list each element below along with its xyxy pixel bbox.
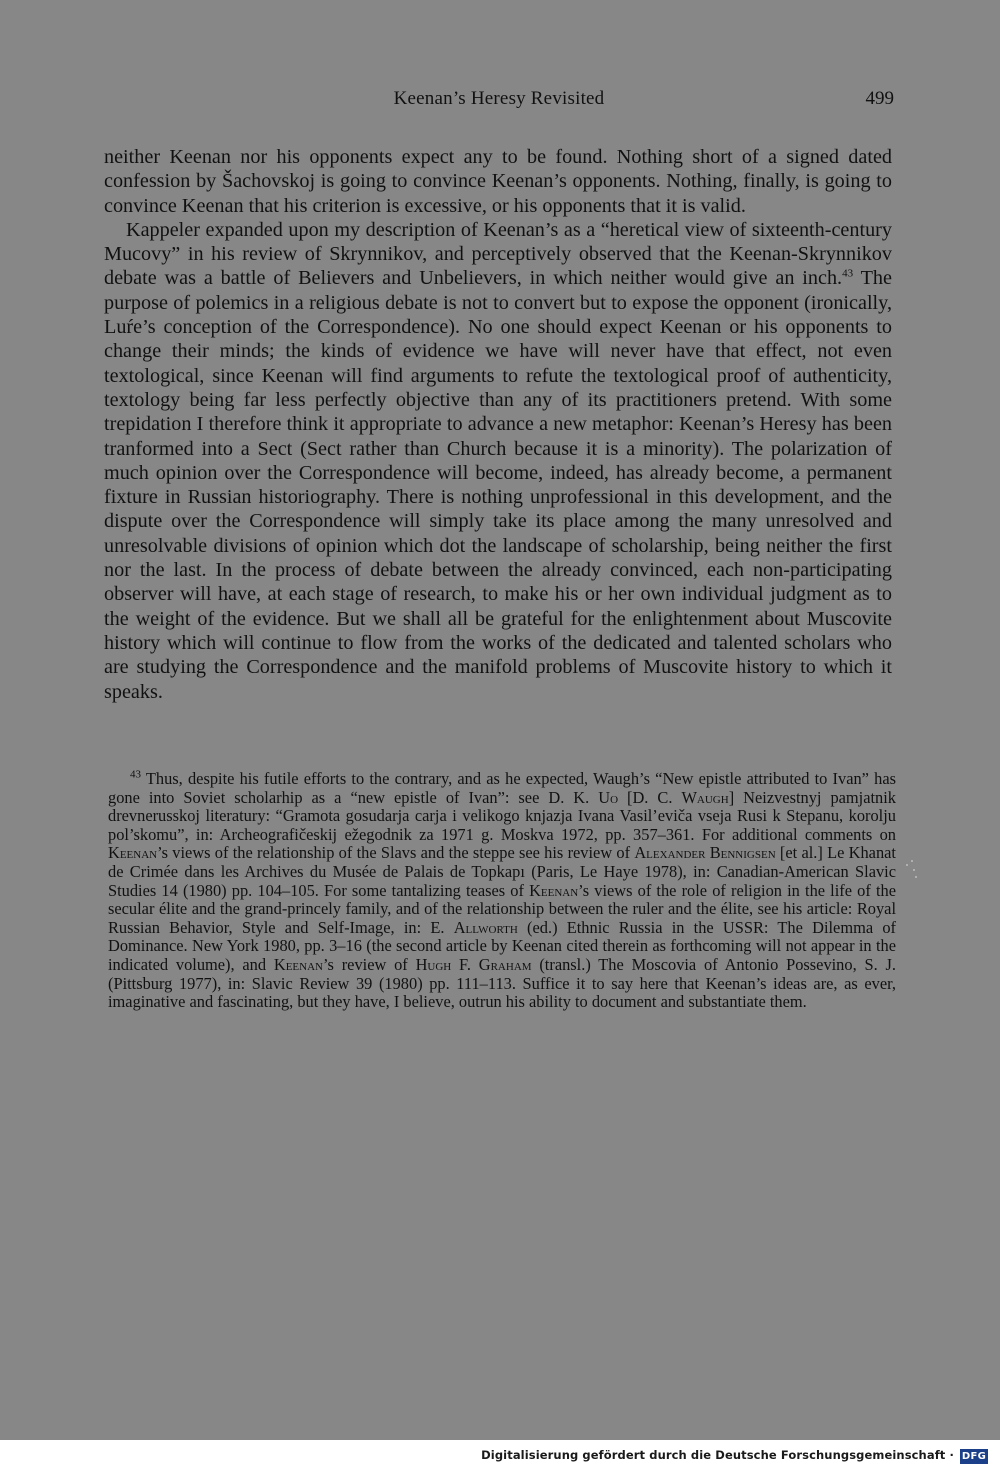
body-text xyxy=(104,145,892,704)
author-name: Alexander Bennigsen xyxy=(634,843,776,863)
body-paragraph-1: neither Keenan nor his opponents expect any to be found. Nothing short of a signed dated confession by Šachovskoj is going to convince Keenan’s opponents. Nothing, finally, is going to convince Keenan that his criterion is excessive, or his opponents that it is valid. xyxy=(104,146,892,217)
funding-credit xyxy=(481,1448,954,1462)
footnote-reference-43[interactable]: 43 xyxy=(842,267,854,280)
body-paragraph-2 xyxy=(104,218,892,704)
footnote-area xyxy=(108,770,896,1012)
footnote-text: ] Neizvestnyj pamjatnik drevnerusskoj literatury: “Gramota gosudarja carja i velikogo knjazja Ivana Vasil’eviča vseja Rusi k Stepanu, korolju pol’skomu”, in: Archeografičeskij ežegodnik za 1971 g. Moskva 1972, pp. 357–361. For additional comments on xyxy=(108,787,896,844)
paragraph-2-text-after-note: The purpose of polemics in a religious debate is not to convert but to expose the opponent (ironically, Luŕe’s conception of the Correspondence). No one should expect Keenan or his opponents to change their minds; the kinds of evidence we have will never have that effect, not even textological, since Keenan will find arguments to refute the textological proof of authenticity, textology being far less perfectly objective than any of its practitioners pretend. With some trepidation I therefore think it appropriate to advance a new metaphor: Keenan’s Heresy has been tranformed into a Sect (Sect rather than Church because it is a minority). The polarization of much opinion over the Correspondence will become, indeed, has already become, a permanent fixture in Russian historiography. There is nothing unprofessional in this development, and the dispute over the Correspondence will simply take its place among the many unresolved and unresolvable divisions of opinion which dot the landscape of scholarship, being neither the first nor the last. In the process of debate between the already convinced, each non-participating observer will have, at each stage of research, to make his or her own individual judgment as to the weight of the evidence. But we shall all be grateful for the enlightenment about Muscovite history which will continue to flow from the works of the dedicated and talented scholars who are studying the Correspondence and the manifold problems of Muscovite history to which it speaks. xyxy=(104,267,892,703)
running-title: Keenan’s Heresy Revisited xyxy=(393,88,605,109)
page-number: 499 xyxy=(865,88,894,109)
running-head xyxy=(104,88,894,116)
footer-separator: · xyxy=(949,1448,954,1462)
footnote-43 xyxy=(108,770,896,1012)
author-name: Keenan xyxy=(529,880,579,900)
author-name: Waugh xyxy=(681,787,729,807)
funding-credit-text: Digitalisierung gefördert durch die Deutsche Forschungsgemeinschaft xyxy=(481,1448,946,1462)
paragraph-2-text-before-note: Kappeler expanded upon my description of Keenan’s as a “heretical view of sixteenth-century Mucovy” in his review of Skrynnikov, and perceptively observed that the Keenan-Skrynnikov debate was a battle of Believers and Unbelievers, in which neither would give an inch. xyxy=(104,218,892,290)
footnote-text: [et al.] Le Khanat de Crimée dans les Archives du Musée de Palais de Topkapı (Paris, Le Haye 1978), in: Canadian-American Slavic Studies 14 (1980) pp. 104–105. For some tantalizing teases of xyxy=(108,843,896,900)
scan-specks xyxy=(902,854,922,882)
author-name: Keenan xyxy=(108,843,158,863)
author-name: Uo xyxy=(598,787,619,807)
footnote-text: (transl.) The Moscovia of Antonio Possevino, S. J. (Pittsburg 1977), in: Slavic Review 39 (1980) pp. 111–113. Suffice it to say here that Keenan’s ideas are, as ever, imaginative and fascinating, but they have, I believe, outrun his ability to document and substantiate them. xyxy=(108,954,896,1012)
footnote-text: [D. C. xyxy=(618,787,682,807)
footnote-text: ’s views of the relationship of the Slavs and the steppe see his review of xyxy=(157,843,635,863)
author-name: Hugh F. Graham xyxy=(415,954,532,974)
footnote-text: ’s review of xyxy=(322,954,416,974)
footnote-text: Thus, despite his futile efforts to the contrary, and as he expected, Waugh’s “New epistle attributed to Ivan” has gone into Soviet scholarhip as a “new epistle of Ivan”: see D. K. xyxy=(108,769,896,807)
author-name: Keenan xyxy=(273,954,323,974)
dfg-logo: DFG xyxy=(961,1451,987,1462)
footnote-text: ’s views of the role of religion in the life of the secular élite and the grand-princely family, and of the relationship between the ruler and the élite, see his article: Royal Russian Behavior, Style and Self-Image, in: E. xyxy=(108,880,896,937)
author-name: Allworth xyxy=(453,917,518,937)
footnote-text: (ed.) Ethnic Russia in the USSR: The Dilemma of Dominance. New York 1980, pp. 3–16 (the second article by Keenan cited therein as forthcoming will not appear in the indicated volume), and xyxy=(108,917,896,974)
digitization-footer xyxy=(0,1440,1000,1470)
footnote-number: 43 xyxy=(130,768,141,781)
